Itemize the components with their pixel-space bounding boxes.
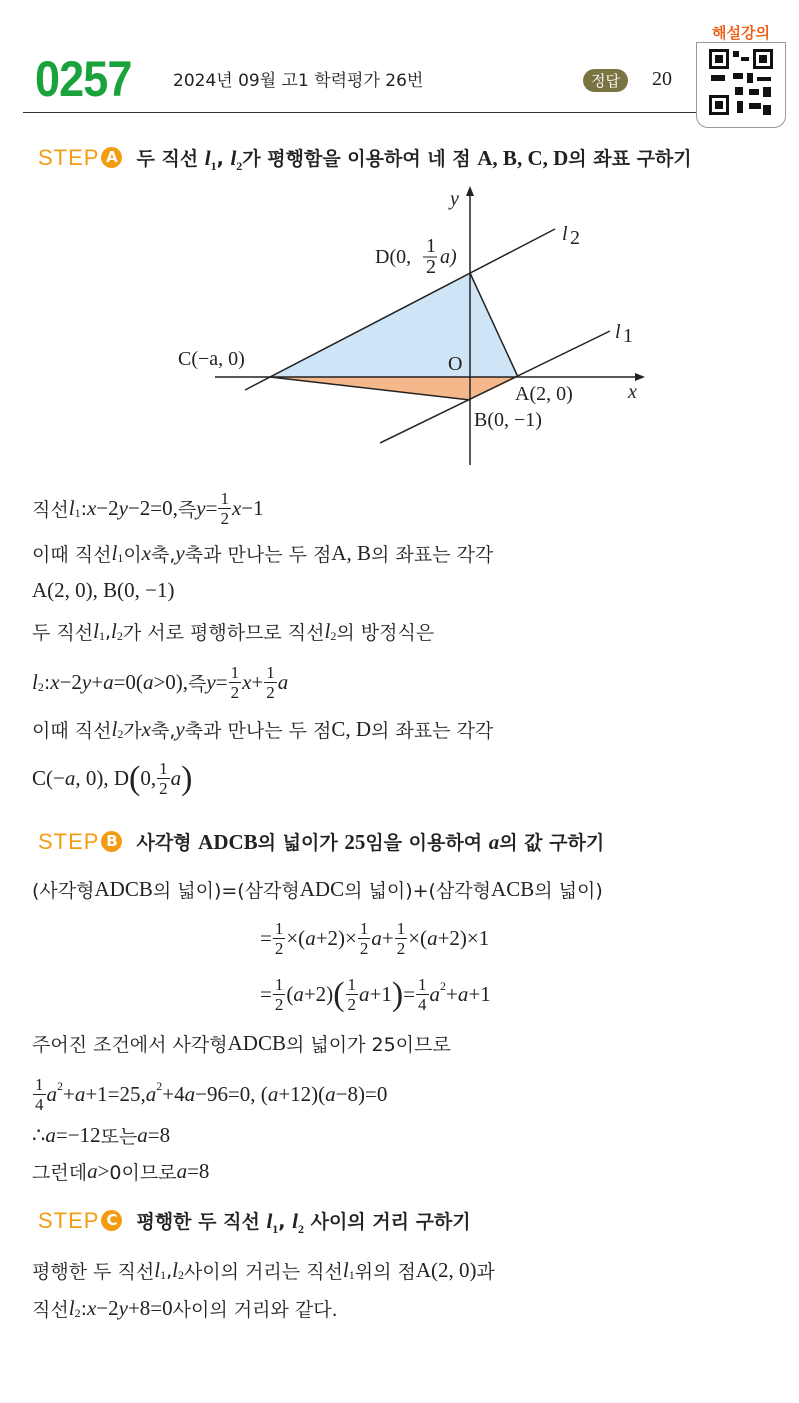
header-divider bbox=[23, 112, 698, 113]
math-text: +2)× bbox=[315, 926, 357, 950]
text-segment: 사각형 bbox=[136, 832, 199, 854]
text-segment: 이 bbox=[123, 544, 142, 566]
text-segment: 가 서로 평행하므로 직선 bbox=[122, 622, 325, 644]
math-variable: a bbox=[488, 830, 500, 854]
math-variable: a bbox=[87, 1159, 98, 1183]
text-segment: 두 직선 bbox=[136, 148, 205, 170]
text-segment: 직선 bbox=[32, 1299, 69, 1321]
math-variable: y bbox=[175, 541, 185, 565]
fraction-numerator: 1 bbox=[418, 975, 427, 994]
math-variable: l bbox=[111, 541, 118, 565]
solution-line bbox=[32, 578, 175, 603]
math-text: +2) bbox=[303, 982, 334, 1006]
math-text: > bbox=[97, 1159, 110, 1183]
text-segment: 0이므로 bbox=[109, 1162, 177, 1184]
step-tag: STEP bbox=[38, 144, 100, 170]
fraction-numerator: 1 bbox=[230, 663, 240, 682]
math-variable: a bbox=[184, 1082, 196, 1106]
math-text: +12)( bbox=[278, 1082, 326, 1106]
math-variable: l bbox=[68, 1296, 75, 1320]
triangle-acb bbox=[270, 377, 518, 400]
answer-badge: 정답 bbox=[583, 69, 628, 92]
math-text: −2 bbox=[96, 1296, 119, 1320]
fraction-denominator: 2 bbox=[274, 939, 284, 958]
point-c-label: C(−a, 0) bbox=[178, 348, 245, 370]
solution-line bbox=[260, 976, 491, 1013]
text-segment: (사각형 bbox=[32, 880, 95, 902]
subscript: 2 bbox=[37, 680, 44, 694]
math-variable: l bbox=[93, 619, 99, 643]
step-tag: STEP bbox=[38, 828, 100, 854]
fraction-numerator: 1 bbox=[359, 919, 369, 938]
math-text: ×( bbox=[408, 926, 428, 950]
solution-line bbox=[32, 618, 434, 645]
text-segment: , bbox=[166, 1259, 173, 1282]
math-variable: y bbox=[206, 670, 216, 694]
problem-source: 2024년 09월 고1 학력평가 26번 bbox=[173, 71, 424, 91]
math-text: + bbox=[91, 670, 104, 694]
text-segment: 의 넓이가 bbox=[257, 832, 345, 854]
math-variable: y bbox=[118, 496, 128, 520]
math-variable: y bbox=[118, 1296, 128, 1320]
math-variable: l bbox=[68, 496, 75, 520]
text-segment: 즉 bbox=[177, 499, 197, 521]
step-title bbox=[136, 828, 604, 855]
text-segment: : bbox=[80, 1297, 87, 1320]
math-variable: a bbox=[74, 1082, 86, 1106]
step-tag: STEP bbox=[38, 1207, 100, 1233]
fraction-numerator: 1 bbox=[220, 489, 229, 508]
text-segment: 사이의 거리 구하기 bbox=[303, 1211, 471, 1233]
math-variable: a bbox=[142, 670, 154, 694]
math-text: −96=0, ( bbox=[195, 1082, 268, 1106]
math-variable: x bbox=[242, 670, 252, 694]
subscript: 1 bbox=[74, 506, 81, 520]
point-b-label: B(0, −1) bbox=[474, 409, 542, 431]
math-text: +2)×1 bbox=[437, 926, 490, 950]
l2-label: l bbox=[562, 223, 568, 245]
math-text: +1 bbox=[369, 982, 392, 1006]
math-text: ADC bbox=[299, 877, 345, 901]
math-variable: l bbox=[32, 670, 38, 694]
y-axis-arrow-icon bbox=[466, 186, 474, 196]
text-segment: 임을 이용하여 bbox=[365, 832, 489, 854]
math-text: + bbox=[381, 926, 394, 950]
text-segment: 축과 만나는 두 점 bbox=[184, 544, 332, 566]
fraction bbox=[395, 920, 408, 957]
text-segment: 직선 bbox=[32, 499, 69, 521]
math-text: = bbox=[260, 982, 272, 1006]
fraction-numerator: 1 bbox=[274, 919, 284, 938]
fraction bbox=[273, 976, 286, 1013]
superscript: 2 bbox=[57, 1079, 63, 1093]
fraction-denominator: 2 bbox=[266, 683, 275, 702]
math-text: +1 bbox=[468, 982, 491, 1006]
math-variable: a bbox=[176, 1159, 188, 1183]
l2-subscript: 2 bbox=[570, 227, 580, 249]
solution-line bbox=[32, 760, 192, 797]
text-segment: : bbox=[43, 671, 51, 694]
math-variable: l bbox=[230, 146, 237, 170]
large-paren: ) bbox=[391, 975, 404, 1013]
math-text: −2 bbox=[96, 496, 119, 520]
qr-label: 해설강의 bbox=[712, 24, 770, 42]
text-segment: 의 넓이) bbox=[534, 880, 603, 902]
text-segment: 두 직선 bbox=[32, 622, 94, 644]
math-text: = bbox=[260, 926, 272, 950]
qr-code[interactable] bbox=[696, 42, 786, 128]
math-variable: x bbox=[86, 496, 97, 520]
origin-label: O bbox=[448, 353, 463, 375]
math-text: ADCB bbox=[227, 1031, 286, 1055]
fraction bbox=[264, 664, 277, 701]
math-text: =−12 bbox=[55, 1123, 101, 1147]
math-text: ( bbox=[286, 982, 294, 1006]
math-variable: l bbox=[292, 1209, 298, 1233]
math-variable: x bbox=[50, 670, 60, 694]
math-text: >0), bbox=[153, 670, 189, 694]
coordinate-diagram bbox=[0, 180, 799, 480]
math-variable: a bbox=[359, 982, 370, 1006]
math-variable: a bbox=[371, 926, 382, 950]
solution-line bbox=[32, 540, 493, 567]
math-text: −2=0, bbox=[127, 496, 178, 520]
text-segment: 위의 점 bbox=[354, 1261, 416, 1283]
l1-subscript: 1 bbox=[623, 325, 633, 347]
fraction-numerator: 1 bbox=[159, 759, 168, 778]
answer-value: 20 bbox=[652, 68, 672, 90]
text-segment: 의 좌표 구하기 bbox=[568, 148, 692, 170]
y-axis-label: y bbox=[450, 188, 459, 210]
qr-code-icon bbox=[697, 43, 785, 127]
math-variable: l bbox=[154, 1258, 161, 1282]
large-paren: ( bbox=[129, 759, 141, 797]
point-a-label: A(2, 0) bbox=[515, 383, 573, 405]
fraction-numerator: 1 bbox=[35, 1075, 44, 1094]
math-variable: a bbox=[46, 1082, 57, 1106]
step-letter-badge: C bbox=[101, 1210, 122, 1231]
text-segment: , bbox=[216, 148, 231, 170]
math-variable: a bbox=[45, 1123, 56, 1147]
text-segment: 평행한 두 직선 bbox=[136, 1211, 267, 1233]
math-text: + bbox=[446, 982, 458, 1006]
point-d-label: D(0, bbox=[375, 246, 412, 268]
math-text: A, B, C, D bbox=[477, 146, 569, 170]
problem-number: 0257 bbox=[35, 51, 132, 107]
fraction bbox=[33, 1076, 46, 1113]
math-text: ×( bbox=[286, 926, 306, 950]
math-variable: x bbox=[231, 496, 242, 520]
text-segment: 과 bbox=[476, 1261, 495, 1283]
solution-line bbox=[260, 920, 489, 957]
math-text: 0, bbox=[140, 766, 157, 790]
text-segment: 또는 bbox=[100, 1126, 138, 1148]
math-variable: l bbox=[324, 619, 331, 643]
math-variable: a bbox=[305, 926, 316, 950]
subscript: 2 bbox=[236, 159, 243, 173]
fraction-denominator: 2 bbox=[230, 683, 240, 702]
x-axis-label: x bbox=[628, 381, 637, 403]
math-text: A(2, 0), B(0, −1) bbox=[32, 578, 175, 602]
superscript: 2 bbox=[440, 979, 447, 993]
subscript: 1 bbox=[98, 629, 105, 643]
fraction-denominator: 2 bbox=[347, 995, 357, 1014]
text-segment: 이때 직선 bbox=[32, 544, 112, 566]
text-segment: 의 좌표는 각각 bbox=[371, 720, 494, 742]
math-text: , 0), D bbox=[75, 766, 130, 790]
math-text: C(− bbox=[32, 766, 65, 790]
text-segment: 축, bbox=[151, 544, 176, 566]
math-text: +4 bbox=[162, 1082, 185, 1106]
step-letter-badge: A bbox=[101, 147, 122, 168]
fraction-denominator: 2 bbox=[274, 995, 284, 1014]
superscript: 2 bbox=[156, 1079, 163, 1093]
fraction bbox=[229, 664, 242, 701]
math-text: ADCB bbox=[94, 877, 153, 901]
solution-line bbox=[32, 490, 264, 527]
text-segment: 사이의 거리와 같다. bbox=[172, 1299, 338, 1321]
math-variable: l bbox=[111, 619, 117, 643]
math-variable: l bbox=[342, 1258, 349, 1282]
math-variable: a bbox=[137, 1123, 148, 1147]
text-segment: 평행한 두 직선 bbox=[32, 1261, 155, 1283]
text-segment: 의 값 구하기 bbox=[499, 832, 605, 854]
text-segment: 축, bbox=[151, 720, 176, 742]
solution-line bbox=[32, 664, 288, 701]
fraction-denominator: 2 bbox=[159, 779, 168, 798]
solution-line bbox=[32, 1122, 170, 1149]
math-variable: y bbox=[196, 496, 206, 520]
text-segment: 의 넓이)+(삼각형 bbox=[344, 880, 492, 902]
text-segment: 그런데 bbox=[32, 1162, 88, 1184]
math-text: ADCB bbox=[198, 830, 258, 854]
subscript: 1 bbox=[160, 1268, 167, 1282]
x-axis-arrow-icon bbox=[635, 373, 645, 381]
text-segment: , bbox=[278, 1211, 293, 1233]
subscript: 2 bbox=[74, 1306, 81, 1320]
fraction bbox=[346, 976, 359, 1013]
math-text: + bbox=[63, 1082, 75, 1106]
large-paren: ) bbox=[181, 759, 193, 797]
step-b-heading bbox=[38, 828, 604, 855]
math-variable: l bbox=[204, 146, 211, 170]
math-text: = bbox=[205, 496, 218, 520]
step-title bbox=[136, 1207, 470, 1234]
solution-line bbox=[32, 1030, 451, 1057]
math-text: + bbox=[251, 670, 264, 694]
text-segment: 의 넓이)=(삼각형 bbox=[152, 880, 300, 902]
fraction-denominator: 4 bbox=[418, 995, 427, 1014]
fraction-numerator: 1 bbox=[274, 975, 284, 994]
math-variable: a bbox=[277, 670, 289, 694]
math-text: 25 bbox=[344, 830, 366, 854]
math-text: = bbox=[215, 670, 228, 694]
text-segment: 가 bbox=[123, 720, 142, 742]
math-text: = bbox=[403, 982, 416, 1006]
math-variable: a bbox=[427, 926, 438, 950]
point-d-frac-num: 1 bbox=[426, 235, 436, 257]
math-text: =0( bbox=[113, 670, 143, 694]
math-variable: x bbox=[141, 541, 151, 565]
text-segment: , bbox=[104, 620, 111, 643]
math-variable: a bbox=[170, 766, 182, 790]
math-text: =8 bbox=[187, 1159, 210, 1183]
math-text: =8 bbox=[147, 1123, 171, 1147]
step-letter-badge: B bbox=[101, 831, 122, 852]
math-text: ∴ bbox=[32, 1123, 46, 1147]
math-text: −1 bbox=[241, 496, 264, 520]
math-variable: x bbox=[141, 717, 151, 741]
solution-line bbox=[32, 1257, 495, 1284]
fraction-denominator: 2 bbox=[359, 939, 369, 958]
point-d-label-suffix: a) bbox=[440, 246, 457, 268]
text-segment: 이때 직선 bbox=[32, 720, 112, 742]
math-variable: a bbox=[64, 766, 76, 790]
math-text: ACB bbox=[491, 877, 535, 901]
fraction-denominator: 2 bbox=[396, 939, 406, 958]
math-text: C, D bbox=[331, 717, 372, 741]
math-variable: a bbox=[103, 670, 114, 694]
text-segment: 의 좌표는 각각 bbox=[371, 544, 494, 566]
fraction-denominator: 4 bbox=[35, 1095, 44, 1114]
subscript: 1 bbox=[272, 1222, 279, 1236]
subscript: 2 bbox=[117, 727, 124, 741]
fraction-numerator: 1 bbox=[347, 975, 357, 994]
step-a-heading bbox=[38, 144, 692, 171]
fraction-numerator: 1 bbox=[396, 919, 406, 938]
fraction bbox=[218, 490, 231, 527]
solution-line bbox=[32, 1076, 387, 1113]
subscript: 1 bbox=[117, 551, 124, 565]
text-segment: 축과 만나는 두 점 bbox=[184, 720, 332, 742]
math-variable: a bbox=[293, 982, 304, 1006]
math-text: −2 bbox=[59, 670, 82, 694]
fraction bbox=[416, 976, 429, 1013]
math-variable: l bbox=[266, 1209, 273, 1233]
solution-line bbox=[32, 876, 603, 903]
solution-line bbox=[32, 1158, 209, 1185]
text-segment: 의 넓이가 25이므로 bbox=[285, 1034, 451, 1056]
text-segment: 가 평행함을 이용하여 네 점 bbox=[242, 148, 478, 170]
math-text: A(2, 0) bbox=[415, 1258, 477, 1282]
text-segment: 사이의 거리는 직선 bbox=[183, 1261, 343, 1283]
math-variable: l bbox=[111, 717, 118, 741]
subscript: 1 bbox=[210, 159, 217, 173]
fraction bbox=[157, 760, 170, 797]
text-segment: : bbox=[80, 497, 87, 520]
math-variable: y bbox=[175, 717, 185, 741]
subscript: 2 bbox=[297, 1222, 304, 1236]
solution-line bbox=[32, 716, 493, 743]
step-c-heading bbox=[38, 1207, 471, 1234]
subscript: 2 bbox=[330, 629, 337, 643]
math-variable: a bbox=[145, 1082, 157, 1106]
fraction-numerator: 1 bbox=[266, 663, 275, 682]
large-paren: ( bbox=[333, 975, 345, 1013]
math-variable: a bbox=[429, 982, 441, 1006]
math-variable: a bbox=[267, 1082, 279, 1106]
fraction bbox=[273, 920, 286, 957]
math-text: A, B bbox=[331, 541, 372, 565]
fraction-denominator: 2 bbox=[220, 509, 229, 528]
step-title bbox=[136, 144, 691, 171]
math-variable: a bbox=[457, 982, 469, 1006]
subscript: 2 bbox=[177, 1268, 184, 1282]
math-variable: x bbox=[86, 1296, 97, 1320]
math-variable: a bbox=[325, 1082, 336, 1106]
subscript: 2 bbox=[116, 629, 123, 643]
text-segment: 의 방정식은 bbox=[336, 622, 435, 644]
text-segment: 즉 bbox=[188, 673, 207, 695]
math-variable: y bbox=[81, 670, 92, 694]
math-text: +8=0 bbox=[127, 1296, 173, 1320]
math-text: −8)=0 bbox=[335, 1082, 388, 1106]
math-text: +1=25, bbox=[85, 1082, 146, 1106]
fraction bbox=[358, 920, 371, 957]
subscript: 1 bbox=[348, 1268, 355, 1282]
math-variable: l bbox=[172, 1258, 178, 1282]
l1-label: l bbox=[615, 321, 621, 343]
text-segment: 주어진 조건에서 사각형 bbox=[32, 1034, 228, 1056]
solution-line bbox=[32, 1295, 338, 1322]
point-d-frac-den: 2 bbox=[426, 256, 436, 278]
